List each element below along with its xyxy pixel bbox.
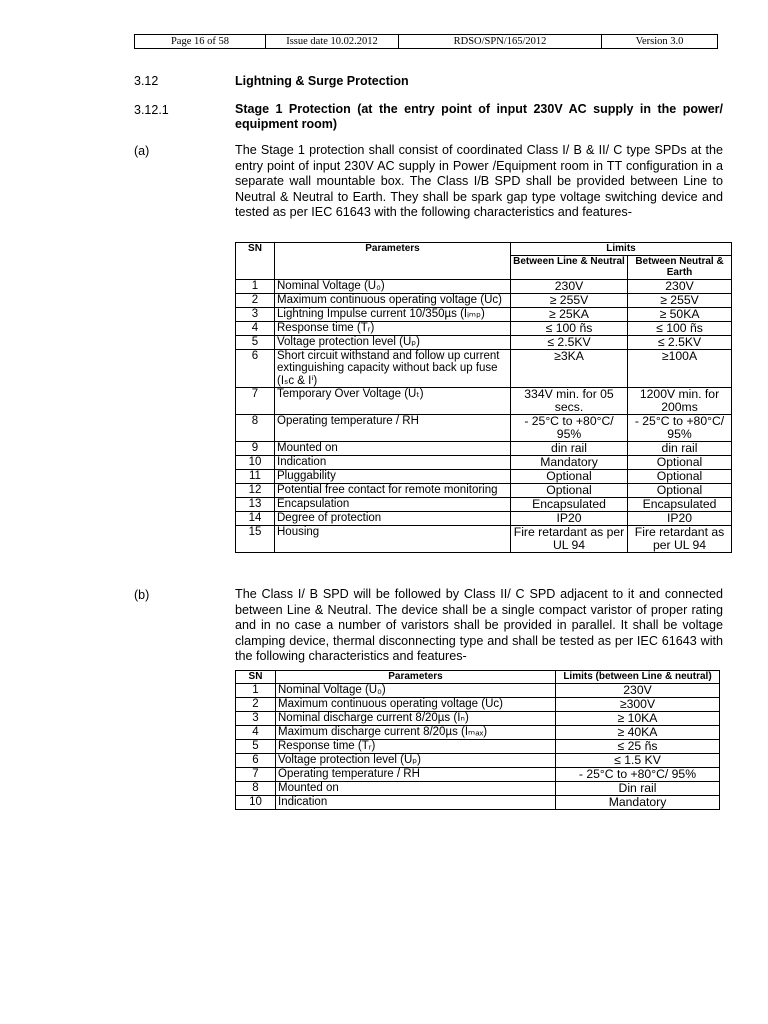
document-version: Version 3.0: [602, 35, 718, 49]
paragraph-a-label: (a): [134, 144, 150, 158]
table-row: [236, 415, 732, 442]
table-row: [236, 781, 720, 795]
section-title: Lightning & Surge Protection: [235, 74, 409, 88]
row-parameter: Lightning Impulse current 10/350µs (Iᵢₘₚ): [275, 307, 511, 321]
class2-spd-table: [235, 670, 720, 810]
row-neutral-earth-limit: Optional: [628, 456, 732, 470]
subsection-number: 3.12.1: [134, 103, 169, 117]
row-parameter: Nominal Voltage (U₀): [275, 279, 511, 293]
row-sn: 8: [236, 415, 275, 442]
row-parameter: Degree of protection: [275, 512, 511, 526]
row-sn: 7: [236, 388, 275, 415]
row-parameter: Operating temperature / RH: [276, 767, 556, 781]
table-row: [236, 526, 732, 553]
row-limit: ≥ 40KA: [556, 725, 720, 739]
stage1-spd-table: [235, 242, 732, 553]
table-header-neutral-earth: Between Neutral & Earth: [628, 255, 732, 279]
issue-date: Issue date 10.02.2012: [266, 35, 399, 49]
row-neutral-earth-limit: Optional: [628, 484, 732, 498]
row-parameter: Operating temperature / RH: [275, 415, 511, 442]
table-row: [236, 697, 720, 711]
row-neutral-earth-limit: Fire retardant as per UL 94: [628, 526, 732, 553]
row-sn: 5: [236, 335, 275, 349]
row-line-neutral-limit: 230V: [511, 279, 628, 293]
row-neutral-earth-limit: Encapsulated: [628, 498, 732, 512]
row-line-neutral-limit: din rail: [511, 442, 628, 456]
table-row: [236, 711, 720, 725]
row-parameter: Pluggability: [275, 470, 511, 484]
row-parameter: Indication: [276, 795, 556, 809]
paragraph-a-text: The Stage 1 protection shall consist of coordinated Class I/ B & II/ C type SPDs at the entry point of input 230V AC supply in Power /Equipment room in TT configuration in a separate wall mountable box. The Class I/B SPD shall be provided between Line to Neutral & Neutral to Earth. They shall be spark gap type voltage switching device and tested as per IEC 61643 with the following characteristics and features-: [235, 143, 723, 219]
row-line-neutral-limit: Fire retardant as per UL 94: [511, 526, 628, 553]
row-line-neutral-limit: ≥3KA: [511, 349, 628, 388]
row-parameter: Mounted on: [276, 781, 556, 795]
table-row: [236, 388, 732, 415]
table-row: [236, 293, 732, 307]
row-parameter: Response time (Tᵣ): [276, 739, 556, 753]
row-parameter: Maximum discharge current 8/20µs (Iₘₐₓ): [276, 725, 556, 739]
table-row: [236, 307, 732, 321]
row-sn: 5: [236, 739, 276, 753]
row-line-neutral-limit: Encapsulated: [511, 498, 628, 512]
row-neutral-earth-limit: IP20: [628, 512, 732, 526]
row-sn: 14: [236, 512, 275, 526]
table-header-sn: SN: [236, 243, 275, 280]
row-parameter: Nominal discharge current 8/20µs (Iₙ): [276, 711, 556, 725]
table-row: [236, 512, 732, 526]
row-parameter: Nominal Voltage (U₀): [276, 683, 556, 697]
document-number: RDSO/SPN/165/2012: [399, 35, 602, 49]
row-parameter: Response time (Tᵣ): [275, 321, 511, 335]
row-sn: 2: [236, 697, 276, 711]
row-neutral-earth-limit: ≥ 50KA: [628, 307, 732, 321]
row-parameter: Potential free contact for remote monitoring: [275, 484, 511, 498]
row-sn: 7: [236, 767, 276, 781]
row-line-neutral-limit: ≤ 100 ñs: [511, 321, 628, 335]
row-parameter: Maximum continuous operating voltage (Uᴄ): [275, 293, 511, 307]
row-limit: Mandatory: [556, 795, 720, 809]
row-parameter: Indication: [275, 456, 511, 470]
row-line-neutral-limit: ≥ 255V: [511, 293, 628, 307]
table-row: [236, 456, 732, 470]
row-neutral-earth-limit: - 25°C to +80°C/ 95%: [628, 415, 732, 442]
row-line-neutral-limit: - 25°C to +80°C/ 95%: [511, 415, 628, 442]
row-neutral-earth-limit: ≤ 2.5KV: [628, 335, 732, 349]
row-sn: 10: [236, 795, 276, 809]
row-sn: 9: [236, 442, 275, 456]
table-row: [236, 498, 732, 512]
row-line-neutral-limit: 334V min. for 05 secs.: [511, 388, 628, 415]
paragraph-b-text: The Class I/ B SPD will be followed by Class II/ C SPD adjacent to it and connected between Line & Neutral. The device shall be a single compact varistor of proper rating and in no case a number of varistors shall be provided in parallel. It shall be voltage clamping device, thermal disconnecting type and shall be tested as per IEC 61643 with the following characteristics and features-: [235, 587, 723, 663]
row-neutral-earth-limit: ≤ 100 ñs: [628, 321, 732, 335]
row-line-neutral-limit: ≥ 25KA: [511, 307, 628, 321]
row-parameter: Temporary Over Voltage (Uₜ): [275, 388, 511, 415]
row-line-neutral-limit: IP20: [511, 512, 628, 526]
row-sn: 10: [236, 456, 275, 470]
row-sn: 4: [236, 321, 275, 335]
row-sn: 6: [236, 753, 276, 767]
table-header-parameters: Parameters: [275, 243, 511, 280]
row-sn: 3: [236, 307, 275, 321]
row-neutral-earth-limit: 1200V min. for 200ms: [628, 388, 732, 415]
table-row: [236, 349, 732, 388]
table-header-limits: Limits: [511, 243, 732, 256]
row-parameter: Short circuit withstand and follow up current extinguishing capacity without back up fuse (Iₛᴄ & Iⁱ): [275, 349, 511, 388]
row-parameter: Voltage protection level (Uₚ): [276, 753, 556, 767]
row-limit: Din rail: [556, 781, 720, 795]
page-header: [134, 34, 718, 49]
row-parameter: Mounted on: [275, 442, 511, 456]
row-line-neutral-limit: ≤ 2.5KV: [511, 335, 628, 349]
table-row: [236, 795, 720, 809]
row-line-neutral-limit: Optional: [511, 470, 628, 484]
table-row: [236, 321, 732, 335]
row-line-neutral-limit: Mandatory: [511, 456, 628, 470]
table-row: [236, 470, 732, 484]
row-limit: ≤ 25 ñs: [556, 739, 720, 753]
row-neutral-earth-limit: Optional: [628, 470, 732, 484]
table-row: [236, 683, 720, 697]
row-parameter: Maximum continuous operating voltage (Uᴄ): [276, 697, 556, 711]
row-sn: 1: [236, 279, 275, 293]
row-limit: ≥ 10KA: [556, 711, 720, 725]
row-sn: 2: [236, 293, 275, 307]
table-row: [236, 767, 720, 781]
table-header-sn: SN: [236, 671, 276, 684]
row-sn: 11: [236, 470, 275, 484]
row-sn: 1: [236, 683, 276, 697]
row-sn: 4: [236, 725, 276, 739]
table-row: [236, 279, 732, 293]
table-row: [236, 335, 732, 349]
row-neutral-earth-limit: 230V: [628, 279, 732, 293]
table-header-limits: Limits (between Line & neutral): [556, 671, 720, 684]
page-number: Page 16 of 58: [135, 35, 266, 49]
row-sn: 15: [236, 526, 275, 553]
row-sn: 6: [236, 349, 275, 388]
table-row: [236, 739, 720, 753]
table-row: [236, 753, 720, 767]
row-limit: ≥300V: [556, 697, 720, 711]
row-sn: 8: [236, 781, 276, 795]
table-header-line-neutral: Between Line & Neutral: [511, 255, 628, 279]
row-line-neutral-limit: Optional: [511, 484, 628, 498]
row-parameter: Encapsulation: [275, 498, 511, 512]
row-sn: 13: [236, 498, 275, 512]
section-number: 3.12: [134, 74, 159, 88]
row-limit: 230V: [556, 683, 720, 697]
row-sn: 12: [236, 484, 275, 498]
table-row: [236, 442, 732, 456]
row-parameter: Housing: [275, 526, 511, 553]
row-neutral-earth-limit: ≥ 255V: [628, 293, 732, 307]
table-header-parameters: Parameters: [276, 671, 556, 684]
row-sn: 3: [236, 711, 276, 725]
row-neutral-earth-limit: din rail: [628, 442, 732, 456]
row-limit: ≤ 1.5 KV: [556, 753, 720, 767]
row-limit: - 25°C to +80°C/ 95%: [556, 767, 720, 781]
subsection-title: Stage 1 Protection (at the entry point of input 230V AC supply in the power/ equipment room): [235, 102, 723, 131]
paragraph-b-label: (b): [134, 588, 150, 602]
row-parameter: Voltage protection level (Uₚ): [275, 335, 511, 349]
table-row: [236, 484, 732, 498]
row-neutral-earth-limit: ≥100A: [628, 349, 732, 388]
table-row: [236, 725, 720, 739]
